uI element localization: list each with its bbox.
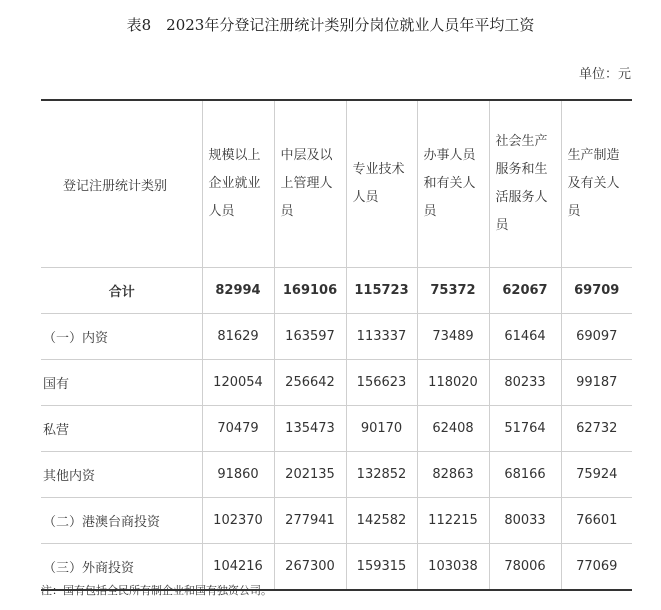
row-label: （一）内资 <box>41 314 202 360</box>
table-cell: 132852 <box>346 452 417 498</box>
table-cell: 202135 <box>274 452 346 498</box>
table-row <box>41 360 632 406</box>
column-header: 社会生产服务和生活服务人员 <box>489 100 561 268</box>
table-cell: 81629 <box>202 314 274 360</box>
table-cell: 156623 <box>346 360 417 406</box>
row-label: 国有 <box>41 360 202 406</box>
table-cell: 75924 <box>561 452 632 498</box>
table-cell: 82863 <box>417 452 489 498</box>
column-header: 规模以上企业就业人员 <box>202 100 274 268</box>
column-header: 办事人员和有关人员 <box>417 100 489 268</box>
table-cell: 77069 <box>561 544 632 591</box>
column-header: 专业技术人员 <box>346 100 417 268</box>
table-row <box>41 314 632 360</box>
table-cell: 80233 <box>489 360 561 406</box>
table-cell: 115723 <box>346 268 417 314</box>
footnote: 注：国有包括全民所有制企业和国有独资公司。 <box>41 584 272 597</box>
unit-label: 单位：元 <box>578 67 631 82</box>
table-cell: 135473 <box>274 406 346 452</box>
table-cell: 169106 <box>274 268 346 314</box>
table-cell: 62067 <box>489 268 561 314</box>
table-row <box>41 452 632 498</box>
table-cell: 73489 <box>417 314 489 360</box>
table-cell: 69097 <box>561 314 632 360</box>
row-label: 合计 <box>41 268 202 314</box>
table-cell: 62732 <box>561 406 632 452</box>
table-cell: 104216 <box>202 544 274 591</box>
table-cell: 159315 <box>346 544 417 591</box>
row-label: （三）外商投资 <box>41 544 202 591</box>
table-row <box>41 498 632 544</box>
table-title: 表8 2023年分登记注册统计类别分岗位就业人员年平均工资 <box>126 16 535 34</box>
table-row-total <box>41 268 632 314</box>
table-cell: 102370 <box>202 498 274 544</box>
table-cell: 78006 <box>489 544 561 591</box>
table-cell: 68166 <box>489 452 561 498</box>
table-cell: 75372 <box>417 268 489 314</box>
wage-table <box>41 99 632 591</box>
table-cell: 61464 <box>489 314 561 360</box>
table-cell: 120054 <box>202 360 274 406</box>
table-cell: 112215 <box>417 498 489 544</box>
table-cell: 80033 <box>489 498 561 544</box>
table-cell: 113337 <box>346 314 417 360</box>
table-cell: 70479 <box>202 406 274 452</box>
table-cell: 76601 <box>561 498 632 544</box>
table-cell: 62408 <box>417 406 489 452</box>
row-label-header: 登记注册统计类别 <box>41 100 202 268</box>
table-cell: 90170 <box>346 406 417 452</box>
row-label: 私营 <box>41 406 202 452</box>
table-cell: 51764 <box>489 406 561 452</box>
row-label: 其他内资 <box>41 452 202 498</box>
table-cell: 142582 <box>346 498 417 544</box>
table-cell: 277941 <box>274 498 346 544</box>
table-row <box>41 406 632 452</box>
table-cell: 99187 <box>561 360 632 406</box>
table-cell: 91860 <box>202 452 274 498</box>
table-cell: 163597 <box>274 314 346 360</box>
table-cell: 267300 <box>274 544 346 591</box>
row-label: （二）港澳台商投资 <box>41 498 202 544</box>
header-row <box>41 100 632 268</box>
column-header: 生产制造及有关人员 <box>561 100 632 268</box>
column-header: 中层及以上管理人员 <box>274 100 346 268</box>
table-cell: 256642 <box>274 360 346 406</box>
table-cell: 103038 <box>417 544 489 591</box>
table-cell: 82994 <box>202 268 274 314</box>
table-cell: 118020 <box>417 360 489 406</box>
table-cell: 69709 <box>561 268 632 314</box>
